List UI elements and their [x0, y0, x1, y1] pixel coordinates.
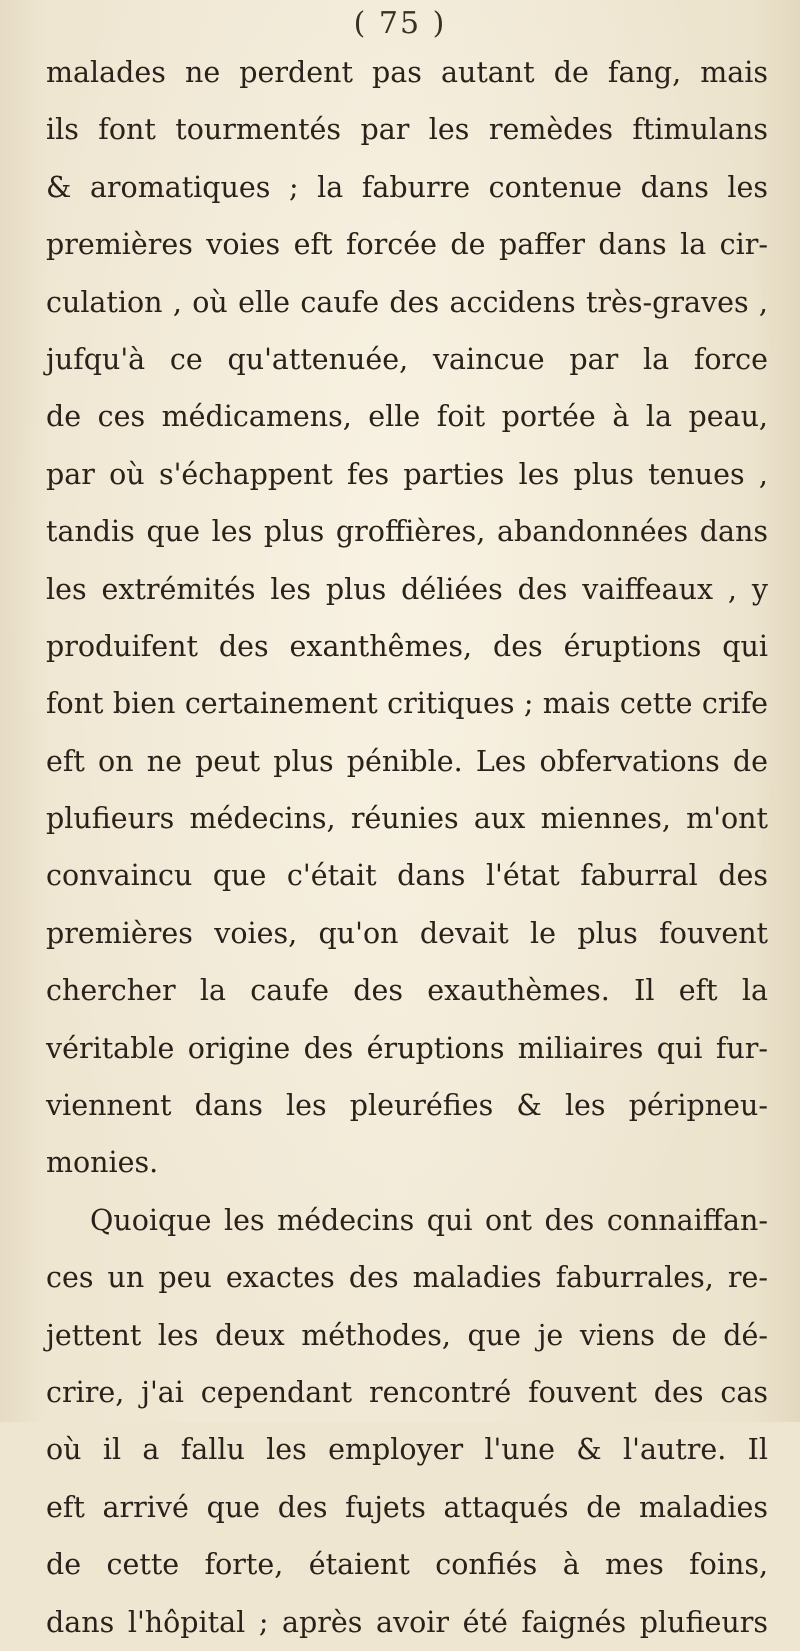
text-line: véritable origine des éruptions miliaires qui fur- [46, 1031, 768, 1065]
page-number: ( 75 ) [353, 6, 447, 41]
text-line: ces un peu exactes des maladies faburrales, re- [46, 1261, 768, 1295]
text-line: par où s'échappent fes parties les plus tenues , [46, 457, 768, 491]
text-line: eft on ne peut plus pénible. Les obfervations de [46, 744, 768, 778]
text-line: de ces médicamens, elle foit portée à la peau, [46, 400, 768, 434]
text-line: chercher la caufe des exauthèmes. Il eft la [46, 974, 768, 1008]
text-line: de cette forte, étaient confiés à mes foins, [46, 1548, 768, 1582]
text-line: tandis que les plus groffières, abandonnées dans [46, 515, 768, 549]
text-line: font bien certainement critiques ; mais cette crife [46, 687, 768, 721]
text-line: monies. [46, 1146, 159, 1180]
text-line: eft arrivé que des fujets attaqués de maladies [46, 1490, 768, 1524]
text-line: les extrémités les plus déliées des vaiffeaux , y [46, 572, 768, 606]
text-line: premières voies eft forcée de paffer dans la cir- [46, 228, 768, 262]
text-line: jettent les deux méthodes, que je viens de dé- [46, 1318, 768, 1352]
text-line: & aromatiques ; la faburre contenue dans les [46, 170, 768, 204]
text-line: crire, j'ai cependant rencontré fouvent des cas [46, 1375, 768, 1409]
text-line: ils font tourmentés par les remèdes ftimulans [46, 113, 768, 147]
text-line: malades ne perdent pas autant de fang, mais [46, 56, 768, 89]
text-line: Quoique les médecins qui ont des connaiffan- [90, 1203, 768, 1237]
text-line: dans l'hôpital ; après avoir été faignés plufieurs [46, 1605, 768, 1639]
text-line: jufqu'à ce qu'attenuée, vaincue par la force [46, 342, 768, 376]
body-text [46, 44, 768, 1651]
text-line: culation , où elle caufe des accidens très-graves , [46, 285, 768, 319]
text-line: viennent dans les pleuréfies & les péripneu- [46, 1089, 768, 1123]
text-line: convaincu que c'était dans l'état faburral des [46, 859, 768, 893]
text-line: plufieurs médecins, réunies aux miennes, m'ont [46, 802, 768, 836]
text-line: premières voies, qu'on devait le plus fouvent [46, 916, 768, 950]
text-line: produifent des exanthêmes, des éruptions qui [46, 629, 768, 663]
text-line: où il a fallu les employer l'une & l'autre. Il [46, 1433, 768, 1467]
